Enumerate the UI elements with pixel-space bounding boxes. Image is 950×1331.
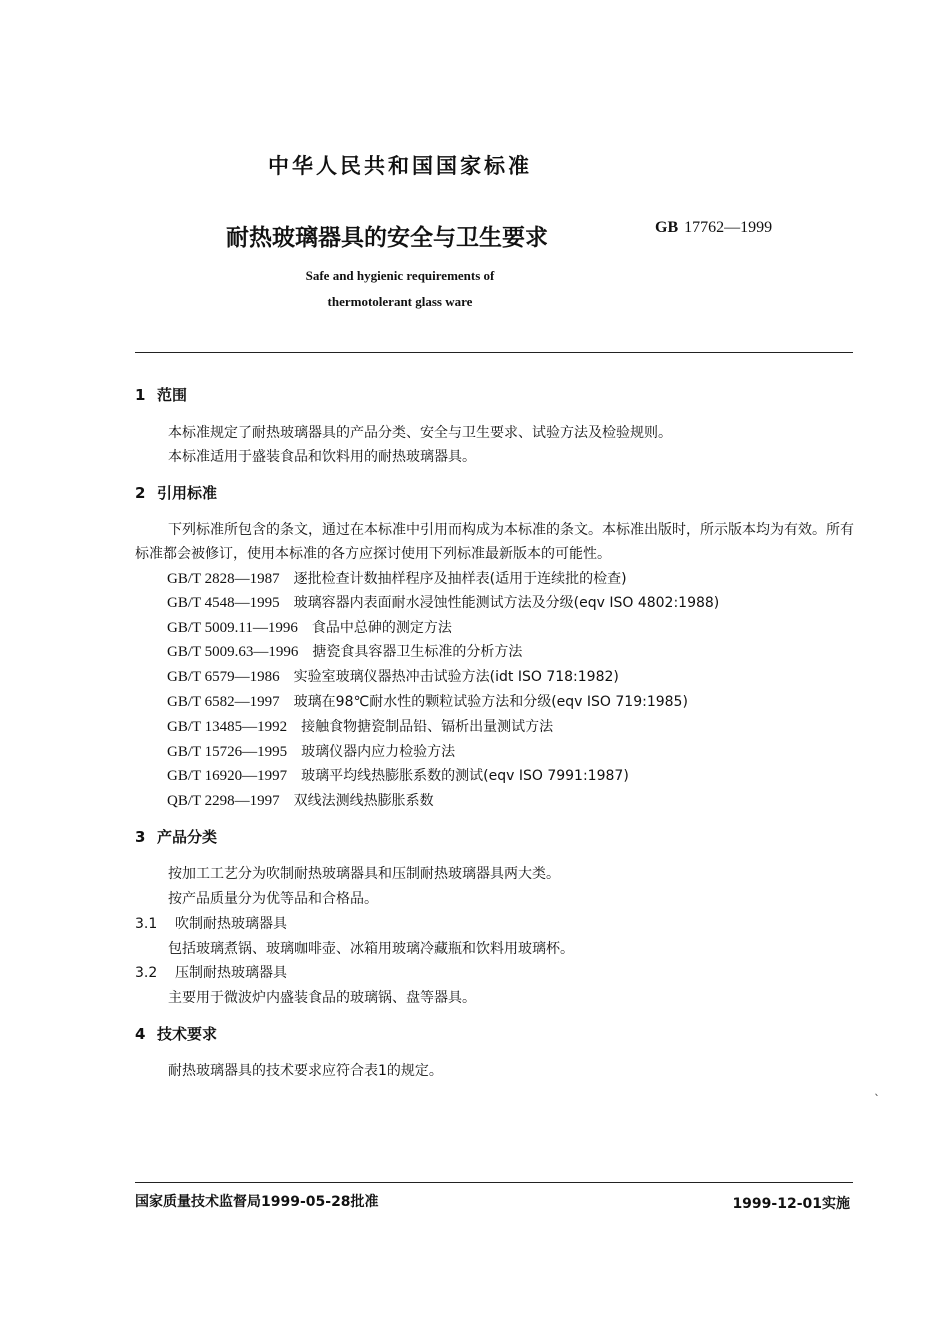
standard-prefix: GB [655, 219, 679, 236]
section-heading: 1 范围 [135, 386, 188, 404]
paragraph: 包括玻璃煮锅、玻璃咖啡壶、冰箱用玻璃冷藏瓶和饮料用玻璃杯。 [168, 941, 574, 957]
reference-item: QB/T 2298—1997 双线法测线热膨胀系数 [167, 793, 434, 809]
implementation-date: 1999-12-01实施 [732, 1196, 850, 1212]
reference-item: GB/T 2828—1987 逐批检查计数抽样程序及抽样表(适用于连续批的检查) [167, 571, 627, 587]
reference-item: GB/T 5009.11—1996 食品中总砷的测定方法 [167, 620, 452, 636]
paragraph: 本标准规定了耐热玻璃器具的产品分类、安全与卫生要求、试验方法及检验规则。 [168, 425, 672, 441]
standard-code [655, 219, 772, 237]
approval-date: 国家质量技术监督局1999-05-28批准 [135, 1194, 379, 1210]
footer-divider [135, 1182, 853, 1183]
document-title: 耐热玻璃器具的安全与卫生要求 [226, 225, 548, 251]
reference-item: GB/T 13485—1992 接触食物搪瓷制品铅、镉析出量测试方法 [167, 719, 554, 735]
paragraph: 按产品质量分为优等品和合格品。 [168, 891, 378, 907]
reference-item: GB/T 5009.63—1996 搪瓷食具容器卫生标准的分析方法 [167, 644, 523, 660]
standard-number: 17762—1999 [684, 219, 773, 236]
reference-item: GB/T 6579—1986 实验室玻璃仪器热冲击试验方法(idt ISO 718:1982) [167, 669, 619, 685]
paragraph: 耐热玻璃器具的技术要求应符合表1的规定。 [168, 1063, 443, 1079]
stray-mark: ˎ [874, 1082, 880, 1096]
english-title-line-2: thermotolerant glass ware [327, 294, 473, 309]
english-title-line-1: Safe and hygienic requirements of [305, 268, 495, 283]
reference-item: GB/T 4548—1995 玻璃容器内表面耐水浸蚀性能测试方法及分级(eqv ISO 4802:1988) [167, 595, 720, 611]
paragraph: 本标准适用于盛装食品和饮料用的耐热玻璃器具。 [168, 449, 476, 465]
reference-item: GB/T 6582—1997 玻璃在98℃耐水性的颗粒试验方法和分级(eqv ISO 719:1985) [167, 694, 688, 710]
paragraph: 下列标准所包含的条文，通过在本标准中引用而构成为本标准的条文。本标准出版时，所示版本均为有效。所有标准都会被修订，使用本标准的各方应探讨使用下列标准最新版本的可能性。 [135, 522, 854, 562]
paragraph: 按加工工艺分为吹制耐热玻璃器具和压制耐热玻璃器具两大类。 [168, 866, 560, 882]
section-heading: 3 产品分类 [135, 828, 218, 846]
section-heading: 2 引用标准 [135, 484, 218, 502]
document-header: 中华人民共和国国家标准 [268, 154, 532, 178]
subsection-heading: 3.2 压制耐热玻璃器具 [135, 965, 287, 981]
section-heading: 4 技术要求 [135, 1025, 218, 1043]
reference-item: GB/T 16920—1997 玻璃平均线热膨胀系数的测试(eqv ISO 7991:1987) [167, 768, 629, 784]
subsection-heading: 3.1 吹制耐热玻璃器具 [135, 916, 287, 932]
paragraph: 主要用于微波炉内盛装食品的玻璃锅、盘等器具。 [168, 990, 476, 1006]
reference-item: GB/T 15726—1995 玻璃仪器内应力检验方法 [167, 744, 456, 760]
header-divider [135, 352, 853, 353]
